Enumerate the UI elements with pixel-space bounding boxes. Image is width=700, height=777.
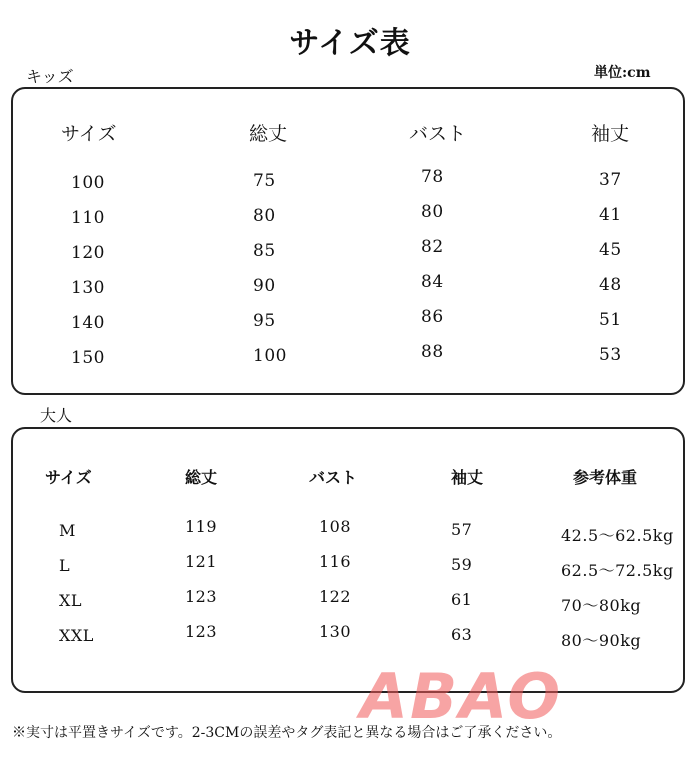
unit-label: 単位:cm	[594, 65, 651, 81]
adults-section-label: 大人	[40, 406, 73, 425]
kids-cell: 75	[253, 171, 276, 191]
kids-cell: 150	[71, 348, 105, 368]
adults-cell: 80〜90kg	[561, 631, 642, 650]
adults-cell: 63	[451, 625, 473, 644]
kids-header-length: 総丈	[249, 123, 288, 145]
adults-cell: 70〜80kg	[561, 596, 642, 615]
adults-cell: M	[59, 521, 76, 540]
kids-cell: 82	[421, 237, 444, 257]
adults-cell: 130	[319, 622, 352, 641]
adults-header-size: サイズ	[45, 468, 92, 487]
adults-header-sleeve: 袖丈	[451, 468, 484, 487]
adults-cell: 123	[185, 622, 218, 641]
kids-cell: 100	[253, 346, 287, 366]
adults-cell: 59	[451, 555, 473, 574]
adults-header-weight: 参考体重	[573, 468, 638, 487]
kids-cell: 95	[253, 311, 276, 331]
kids-cell: 53	[599, 345, 622, 365]
kids-cell: 80	[421, 202, 444, 222]
kids-cell: 130	[71, 278, 105, 298]
adults-cell: 42.5〜62.5kg	[561, 526, 674, 545]
kids-cell: 110	[71, 208, 105, 228]
adults-header-length: 総丈	[185, 468, 218, 487]
adults-cell: L	[59, 556, 71, 575]
kids-header-size: サイズ	[61, 123, 117, 145]
kids-cell: 41	[599, 205, 622, 225]
adults-cell: 122	[319, 587, 352, 606]
watermark-logo: ABAO	[360, 660, 563, 733]
kids-cell: 100	[71, 173, 105, 193]
kids-cell: 86	[421, 307, 444, 327]
page-title: サイズ表	[289, 26, 411, 61]
kids-header-sleeve: 袖丈	[591, 123, 630, 145]
adults-cell: XXL	[59, 626, 94, 645]
kids-cell: 85	[253, 241, 276, 261]
adults-cell: XL	[59, 591, 83, 610]
kids-cell: 37	[599, 170, 622, 190]
kids-cell: 120	[71, 243, 105, 263]
adults-cell: 61	[451, 590, 473, 609]
adults-cell: 108	[319, 517, 352, 536]
adults-cell: 62.5〜72.5kg	[561, 561, 674, 580]
adults-cell: 123	[185, 587, 218, 606]
adults-cell: 121	[185, 552, 218, 571]
adults-header-bust: バスト	[309, 468, 358, 487]
kids-section-label: キッズ	[26, 67, 74, 86]
kids-cell: 48	[599, 275, 622, 295]
kids-cell: 45	[599, 240, 622, 260]
kids-size-table	[11, 87, 685, 395]
adults-size-table	[11, 427, 685, 693]
kids-cell: 80	[253, 206, 276, 226]
kids-header-bust: バスト	[409, 123, 467, 145]
footnote: ※実寸は平置きサイズです。2-3CMの誤差やタグ表記と異なる場合はご了承ください。	[12, 725, 562, 741]
kids-cell: 140	[71, 313, 105, 333]
kids-cell: 51	[599, 310, 622, 330]
adults-cell: 57	[451, 520, 473, 539]
kids-cell: 78	[421, 167, 444, 187]
adults-cell: 119	[185, 517, 218, 536]
kids-cell: 88	[421, 342, 444, 362]
kids-cell: 84	[421, 272, 444, 292]
kids-cell: 90	[253, 276, 276, 296]
adults-cell: 116	[319, 552, 352, 571]
